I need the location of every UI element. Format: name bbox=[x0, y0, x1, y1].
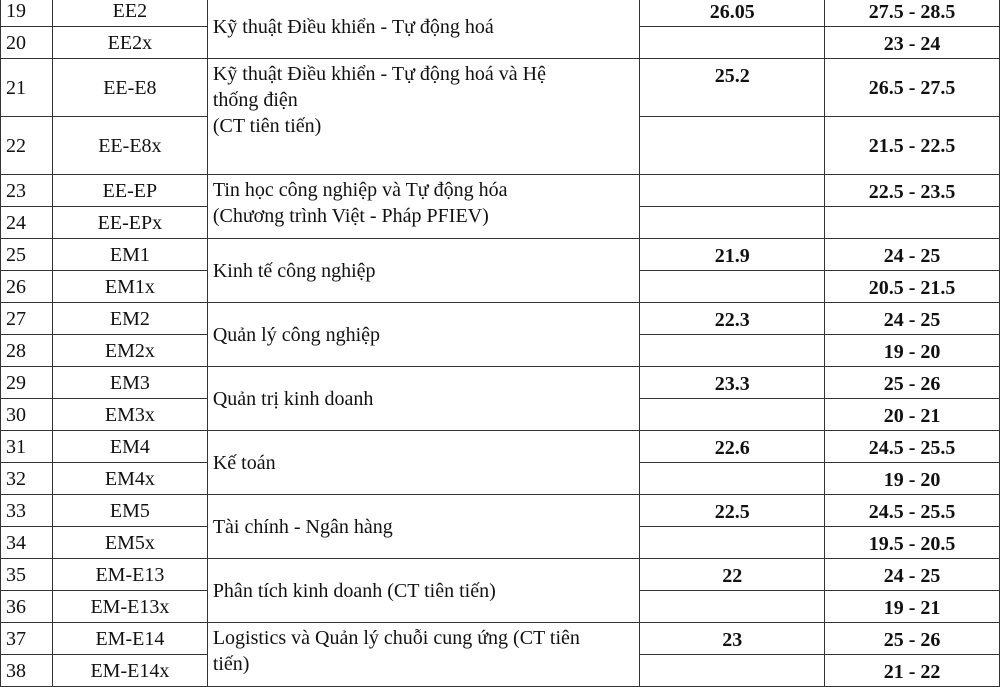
program-name-line: tiến) bbox=[212, 653, 250, 675]
row-number: 23 bbox=[1, 175, 53, 207]
predicted-range: 19 - 20 bbox=[825, 335, 1000, 367]
previous-score bbox=[640, 527, 825, 559]
program-code: EM-E13x bbox=[52, 591, 207, 623]
program-code: EM5 bbox=[52, 495, 207, 527]
program-name-line: Tài chính - Ngân hàng bbox=[212, 515, 393, 538]
program-code: EM3 bbox=[52, 367, 207, 399]
program-name bbox=[207, 559, 640, 623]
program-name bbox=[207, 239, 640, 303]
program-name-line: thống điện bbox=[212, 89, 298, 111]
previous-score: 21.9 bbox=[640, 239, 825, 271]
previous-score bbox=[640, 463, 825, 495]
previous-score: 23.3 bbox=[640, 367, 825, 399]
table-row bbox=[1, 431, 1000, 463]
predicted-range: 24.5 - 25.5 bbox=[825, 495, 1000, 527]
previous-score bbox=[640, 27, 825, 59]
row-number: 31 bbox=[1, 431, 53, 463]
program-name-line: (CT tiên tiến) bbox=[212, 115, 322, 137]
row-number: 21 bbox=[1, 59, 53, 117]
program-code: EM2 bbox=[52, 303, 207, 335]
program-name bbox=[207, 0, 640, 59]
program-code: EE-E8x bbox=[52, 117, 207, 175]
row-number: 37 bbox=[1, 623, 53, 655]
predicted-range: 20.5 - 21.5 bbox=[825, 271, 1000, 303]
program-code: EM2x bbox=[52, 335, 207, 367]
predicted-range: 22.5 - 23.5 bbox=[825, 175, 1000, 207]
program-name bbox=[207, 303, 640, 367]
previous-score: 22 bbox=[640, 559, 825, 591]
table-row bbox=[1, 303, 1000, 335]
row-number: 38 bbox=[1, 655, 53, 687]
program-name bbox=[207, 59, 640, 175]
predicted-range: 20 - 21 bbox=[825, 399, 1000, 431]
program-name bbox=[207, 367, 640, 431]
previous-score bbox=[640, 207, 825, 239]
previous-score: 22.3 bbox=[640, 303, 825, 335]
previous-score bbox=[640, 175, 825, 207]
row-number: 34 bbox=[1, 527, 53, 559]
previous-score bbox=[640, 335, 825, 367]
program-code: EM4x bbox=[52, 463, 207, 495]
program-name-line: Phân tích kinh doanh (CT tiên tiến) bbox=[212, 579, 496, 602]
program-name bbox=[207, 431, 640, 495]
row-number: 20 bbox=[1, 27, 53, 59]
program-code: EM4 bbox=[52, 431, 207, 463]
predicted-range: 25 - 26 bbox=[825, 367, 1000, 399]
program-name-line: Kinh tế công nghiệp bbox=[212, 259, 376, 282]
row-number: 36 bbox=[1, 591, 53, 623]
program-code: EM5x bbox=[52, 527, 207, 559]
program-code: EM3x bbox=[52, 399, 207, 431]
predicted-range: 24 - 25 bbox=[825, 239, 1000, 271]
row-number: 25 bbox=[1, 239, 53, 271]
program-code: EM1 bbox=[52, 239, 207, 271]
predicted-range: 24 - 25 bbox=[825, 303, 1000, 335]
previous-score: 22.5 bbox=[640, 495, 825, 527]
previous-score bbox=[640, 399, 825, 431]
program-name-line: Tin học công nghiệp và Tự động hóa bbox=[212, 179, 508, 201]
row-number: 33 bbox=[1, 495, 53, 527]
table-row bbox=[1, 623, 1000, 655]
program-code: EM1x bbox=[52, 271, 207, 303]
row-number: 26 bbox=[1, 271, 53, 303]
predicted-range bbox=[825, 207, 1000, 239]
row-number: 30 bbox=[1, 399, 53, 431]
predicted-range: 19 - 20 bbox=[825, 463, 1000, 495]
table-row bbox=[1, 367, 1000, 399]
previous-score: 23 bbox=[640, 623, 825, 655]
predicted-range: 26.5 - 27.5 bbox=[825, 59, 1000, 117]
program-name-line: Quản trị kinh doanh bbox=[212, 387, 374, 410]
table-row bbox=[1, 239, 1000, 271]
previous-score bbox=[640, 271, 825, 303]
program-code: EE-E8 bbox=[52, 59, 207, 117]
predicted-range: 19.5 - 20.5 bbox=[825, 527, 1000, 559]
program-name bbox=[207, 623, 640, 687]
predicted-range: 21.5 - 22.5 bbox=[825, 117, 1000, 175]
program-code: EE2x bbox=[52, 27, 207, 59]
row-number: 29 bbox=[1, 367, 53, 399]
program-code: EM-E14 bbox=[52, 623, 207, 655]
row-number: 24 bbox=[1, 207, 53, 239]
predicted-range: 27.5 - 28.5 bbox=[825, 0, 1000, 27]
table-row bbox=[1, 559, 1000, 591]
row-number: 35 bbox=[1, 559, 53, 591]
table-row bbox=[1, 495, 1000, 527]
program-name bbox=[207, 175, 640, 239]
previous-score bbox=[640, 117, 825, 175]
row-number: 19 bbox=[1, 0, 53, 27]
row-number: 32 bbox=[1, 463, 53, 495]
row-number: 28 bbox=[1, 335, 53, 367]
previous-score bbox=[640, 591, 825, 623]
predicted-range: 25 - 26 bbox=[825, 623, 1000, 655]
program-code: EE2 bbox=[52, 0, 207, 27]
table-row bbox=[1, 0, 1000, 27]
predicted-range: 19 - 21 bbox=[825, 591, 1000, 623]
program-code: EE-EPx bbox=[52, 207, 207, 239]
program-name-line: Kế toán bbox=[212, 451, 276, 474]
predicted-range: 21 - 22 bbox=[825, 655, 1000, 687]
program-code: EM-E13 bbox=[52, 559, 207, 591]
table-row bbox=[1, 175, 1000, 207]
program-name-line: Kỹ thuật Điều khiển - Tự động hoá và Hệ bbox=[212, 63, 546, 85]
program-code: EE-EP bbox=[52, 175, 207, 207]
table-body bbox=[1, 0, 1000, 687]
previous-score: 25.2 bbox=[640, 59, 825, 117]
previous-score: 26.05 bbox=[640, 0, 825, 27]
program-name bbox=[207, 495, 640, 559]
predicted-range: 24.5 - 25.5 bbox=[825, 431, 1000, 463]
program-name-line: (Chương trình Việt - Pháp PFIEV) bbox=[212, 205, 489, 227]
program-name-line: Quản lý công nghiệp bbox=[212, 323, 380, 346]
row-number: 27 bbox=[1, 303, 53, 335]
table-row bbox=[1, 59, 1000, 117]
previous-score: 22.6 bbox=[640, 431, 825, 463]
program-name-line: Kỹ thuật Điều khiển - Tự động hoá bbox=[212, 15, 494, 38]
row-number: 22 bbox=[1, 117, 53, 175]
predicted-range: 23 - 24 bbox=[825, 27, 1000, 59]
program-code: EM-E14x bbox=[52, 655, 207, 687]
predicted-range: 24 - 25 bbox=[825, 559, 1000, 591]
program-name-line: Logistics và Quản lý chuỗi cung ứng (CT tiên bbox=[212, 627, 580, 649]
